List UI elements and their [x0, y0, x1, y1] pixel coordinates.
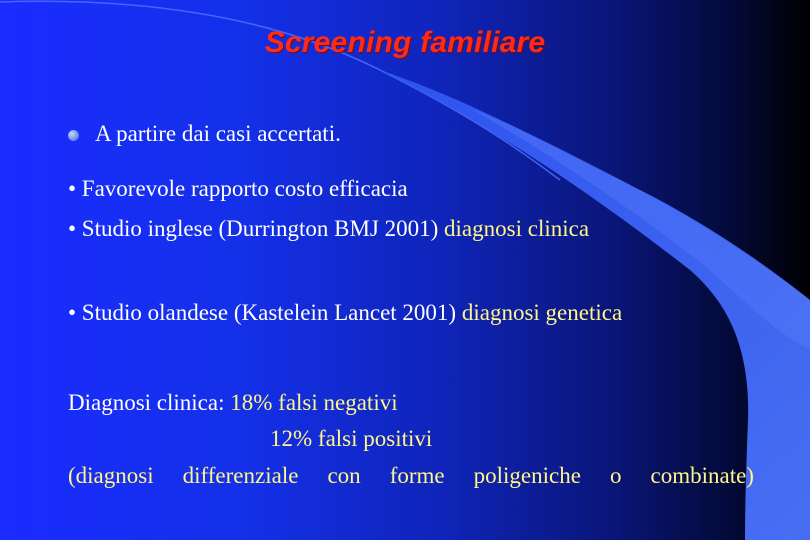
word: con: [327, 463, 361, 488]
main-bullet: [68, 121, 341, 147]
word: forme: [389, 463, 445, 488]
bullet-dot-icon: [68, 130, 79, 141]
bullet-dutch-study: [68, 300, 622, 326]
bullet-cost-effectiveness: [68, 176, 408, 202]
clinical-diagnosis-false-positives: [270, 426, 432, 452]
word: (diagnosi: [68, 463, 154, 488]
line-text: • Studio inglese (Durrington BMJ 2001): [68, 216, 439, 241]
word: o: [609, 463, 622, 488]
clinical-diagnosis-false-negatives: [68, 390, 398, 416]
line-highlight: diagnosi genetica: [456, 300, 623, 325]
line-highlight: diagnosi clinica: [438, 216, 590, 241]
line-highlight: 18% falsi negativi: [224, 390, 398, 415]
line-text: • Studio olandese (Kastelein Lancet 2001): [68, 300, 457, 325]
word: differenziale: [182, 463, 299, 488]
word: combinate): [650, 463, 754, 488]
line-text: Diagnosi clinica:: [68, 390, 225, 415]
main-bullet-text: A partire dai casi accertati.: [95, 121, 341, 146]
line-highlight: 12% falsi positivi: [270, 426, 433, 451]
differential-diagnosis-note: [68, 463, 754, 489]
line-text: • Favorevole rapporto costo efficacia: [68, 176, 408, 201]
word: poligeniche: [473, 463, 581, 488]
slide-title: Screening familiare: [264, 26, 546, 59]
bullet-english-study: [68, 216, 589, 242]
